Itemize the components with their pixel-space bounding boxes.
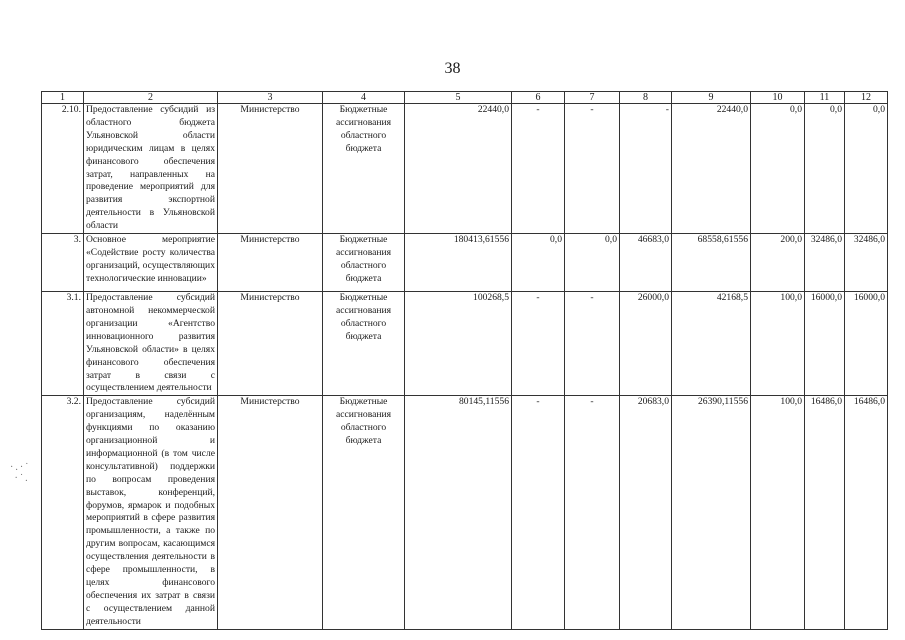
cell-value: - [565,396,620,629]
cell-value: 22440,0 [672,104,751,234]
row-name: Предоставление субсидий организациям, наделённым функциями по оказанию организационной и информационной (в том числе консультативной) поддержки по вопросам проведения выставок, конференций, форумов, ярмарок и подобных мероприятий в сфере развития промышленности, а также по другим вопросам, касающимся осуществления деятельности в сфере промышленности, в целях финансового обеспечения их затрат в связи с осуществлением данной деятельности [84,396,218,629]
row-executor: Министерство [218,104,323,234]
col-header: 3 [218,92,323,104]
row-name: Основное мероприятие «Содействие росту количества организаций, осуществляющих технологические инновации» [84,234,218,292]
cell-value: 26390,11556 [672,396,751,629]
row-name: Предоставление субсидий из областного бюджета Ульяновской области юридическим лицам в целях финансового обеспечения затрат, направленных на проведение мероприятий для развития экспортной деятельности в Ульяновской области [84,104,218,234]
col-header: 12 [845,92,888,104]
table-row [42,396,888,629]
table-row [42,292,888,396]
cell-value: 16486,0 [845,396,888,629]
cell-value: 46683,0 [620,234,672,292]
col-header: 5 [405,92,512,104]
col-header: 8 [620,92,672,104]
cell-value: 22440,0 [405,104,512,234]
row-source: Бюджетные ассигнования областного бюджета [323,234,405,292]
cell-value: 68558,61556 [672,234,751,292]
row-executor: Министерство [218,292,323,396]
cell-value: - [512,396,565,629]
cell-value: 32486,0 [805,234,845,292]
col-header: 7 [565,92,620,104]
cell-value: 0,0 [565,234,620,292]
col-header: 2 [84,92,218,104]
cell-value: 0,0 [751,104,805,234]
col-header: 6 [512,92,565,104]
cell-value: 0,0 [845,104,888,234]
row-executor: Министерство [218,234,323,292]
row-source: Бюджетные ассигнования областного бюджета [323,292,405,396]
page-number: 38 [444,60,461,77]
budget-table [41,91,888,630]
col-header: 9 [672,92,751,104]
cell-value: 0,0 [512,234,565,292]
row-source: Бюджетные ассигнования областного бюджета [323,396,405,629]
col-header: 1 [42,92,84,104]
cell-value: - [565,104,620,234]
cell-value: 16000,0 [845,292,888,396]
row-executor: Министерство [218,396,323,629]
cell-value: - [512,292,565,396]
cell-value: 20683,0 [620,396,672,629]
cell-value: - [512,104,565,234]
cell-value: 180413,61556 [405,234,512,292]
cell-value: 26000,0 [620,292,672,396]
table-row [42,234,888,292]
cell-value: 16486,0 [805,396,845,629]
row-number: 3.2. [42,396,84,629]
col-header: 11 [805,92,845,104]
row-number: 3. [42,234,84,292]
row-number: 3.1. [42,292,84,396]
cell-value: 0,0 [805,104,845,234]
table-row [42,104,888,234]
cell-value: 32486,0 [845,234,888,292]
cell-value: 100,0 [751,396,805,629]
row-number: 2.10. [42,104,84,234]
header-row [42,92,888,104]
cell-value: 42168,5 [672,292,751,396]
col-header: 4 [323,92,405,104]
scan-specks: ·.·˙ ·˙. [10,462,31,484]
cell-value: 16000,0 [805,292,845,396]
row-source: Бюджетные ассигнования областного бюджета [323,104,405,234]
row-name: Предоставление субсидий автономной некоммерческой организации «Агентство инновационного развития Ульяновской области» в целях финансового обеспечения затрат в связи с осуществлением деятельности [84,292,218,396]
cell-value: 100268,5 [405,292,512,396]
cell-value: - [620,104,672,234]
cell-value: - [565,292,620,396]
cell-value: 80145,11556 [405,396,512,629]
cell-value: 200,0 [751,234,805,292]
col-header: 10 [751,92,805,104]
cell-value: 100,0 [751,292,805,396]
